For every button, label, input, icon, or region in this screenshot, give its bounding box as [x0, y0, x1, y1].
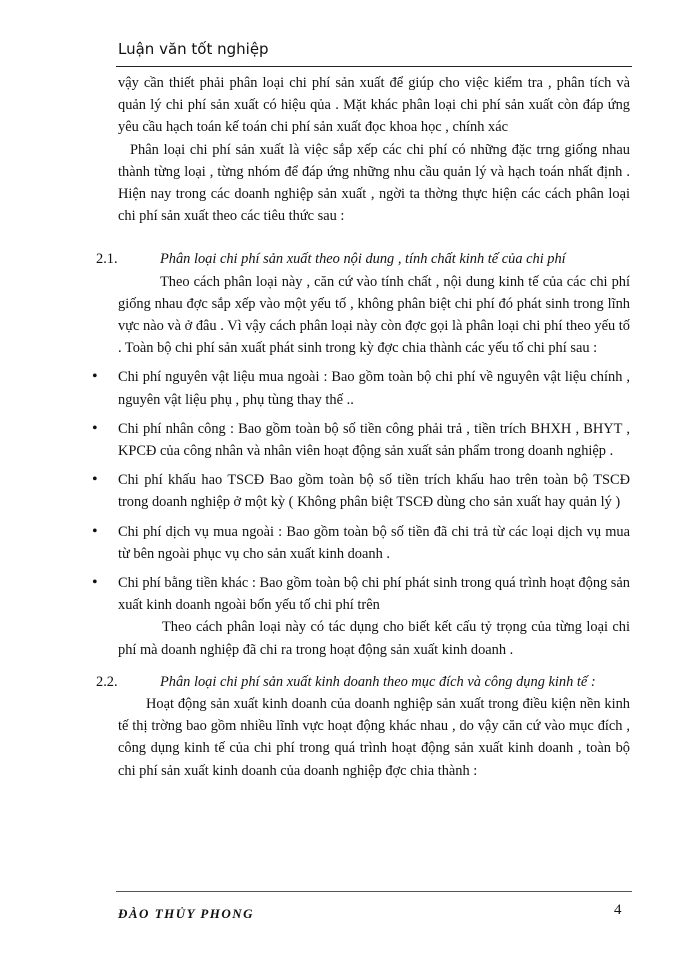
list-item — [92, 366, 630, 410]
bullet-icon: • — [92, 574, 98, 592]
section-2-2-title: Phân loại chi phí sản xuất kinh doanh theo mục đích và công dụng kinh tế : — [160, 673, 596, 690]
section-2-1-title: Phân loại chi phí sản xuất theo nội dung , tính chất kinh tế của chi phí — [160, 251, 566, 268]
bullet-icon: • — [92, 419, 98, 437]
list-item — [92, 572, 630, 616]
list-item-text: Chi phí dịch vụ mua ngoài : Bao gồm toàn bộ số tiền đã chi trả từ các loại dịch vụ mua từ bên ngoài phục vụ cho sản xuất kinh doanh . — [118, 523, 630, 562]
section-2-1 — [96, 248, 630, 270]
section-2-1-number: 2.1. — [96, 251, 118, 268]
footer-author: ĐÀO THỦY PHONG — [118, 906, 255, 921]
section-2-1-paragraph: Theo cách phân loại này , căn cứ vào tính chất , nội dung kinh tế của các chi phí giống nhau đợc sắp xếp vào một yếu tố , không phân biệt chi phí đó phát sinh trong lĩnh vực nào và ở đâu . Vì vậy cách phân loại này còn đợc gọi là phân loại chi phí theo yếu tố . Toàn bộ chi phí sản xuất phát sinh trong kỳ đợc chia thành các yếu tố chi phí sau : — [118, 273, 630, 357]
footer-divider — [116, 891, 632, 892]
bullet-icon: • — [92, 471, 98, 489]
list-item-text: Chi phí bằng tiền khác : Bao gồm toàn bộ chi phí phát sinh trong quá trình hoạt động sản xuất kinh doanh ngoài bốn yếu tố chi phí trên — [118, 575, 630, 614]
list-item — [92, 469, 630, 513]
list-item-text: Chi phí khấu hao TSCĐ Bao gồm toàn bộ số tiền trích khấu hao trên toàn bộ TSCĐ trong doanh nghiệp ở một kỳ ( Không phân biệt TSCĐ dùng cho sản xuất hay quản lý ) — [118, 472, 630, 511]
bullet-icon: • — [92, 522, 98, 540]
list-item — [92, 521, 630, 565]
header-divider — [116, 66, 632, 67]
page-body — [92, 72, 630, 782]
list-item-text: Chi phí nguyên vật liệu mua ngoài : Bao gồm toàn bộ chi phí về nguyên vật liệu chính , nguyên vật liệu phụ , phụ tùng thay thế .. — [118, 369, 630, 408]
intro-paragraph-2: Phân loại chi phí sản xuất là việc sắp xếp các chi phí có những đặc trng giống nhau thành từng loại , từng nhóm để đáp ứng những nhu cầu quản lý và hạch toán nhất định . Hiện nay trong các doanh nghiệp sản xuất , ngời ta thờng thực hiện các cách phân loại chi phí sản xuất theo các tiêu thức sau : — [118, 141, 630, 225]
section-2-2-paragraph: Hoạt động sản xuất kinh doanh của doanh nghiệp sản xuất trong điều kiện nền kinh tế thị trờng bao gồm nhiều lĩnh vực hoạt động khác nhau , do vậy căn cứ vào mục đích , công dụng kinh tế của chi phí trong quá trình hoạt động sản xuất kinh doanh , toàn bộ chi phí sản xuất kinh doanh của doanh nghiệp đợc chia thành : — [118, 696, 630, 779]
bullet-icon: • — [92, 368, 98, 386]
section-2-2 — [96, 671, 630, 693]
list-item — [92, 418, 630, 462]
section-2-2-number: 2.2. — [96, 673, 118, 690]
intro-paragraph-1: vậy cần thiết phải phân loại chi phí sản xuất để giúp cho việc kiểm tra , phân tích và quản lý chi phí sản xuất có hiệu qủa . Mặt khác phân loại chi phí sản xuất còn đáp ứng yêu cầu hạch toán kế toán chi phí sản xuất đọc khoa học , chính xác — [118, 75, 630, 136]
cost-element-list — [92, 366, 630, 616]
running-header-title: Luận văn tốt nghiệp — [118, 40, 269, 58]
page-number: 4 — [614, 902, 622, 918]
list-item-text: Chi phí nhân công : Bao gồm toàn bộ số tiền công phải trả , tiền trích BHXH , BHYT , KPCĐ của công nhân và nhân viên hoạt động sản xuất sản phẩm trong doanh nghiệp . — [118, 420, 630, 460]
section-2-1-closing-paragraph: Theo cách phân loại này có tác dụng cho biết kết cấu tỷ trọng của từng loại chi phí mà doanh nghiệp đã chi ra trong hoạt động sản xuất kinh doanh . — [118, 619, 630, 658]
